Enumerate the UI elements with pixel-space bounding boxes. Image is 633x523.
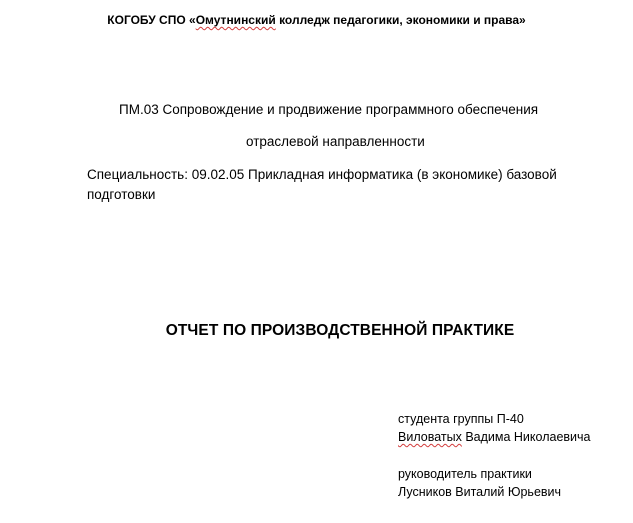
college-name-rest: колледж педагогики, экономики и права» — [275, 13, 526, 27]
college-header — [0, 11, 633, 29]
supervisor-label: руководитель практики — [398, 467, 532, 481]
college-name-first-word: Омутнинский — [195, 13, 276, 27]
student-name-rest: Вадима Николаевича — [461, 430, 591, 444]
supervisor-name: Лусников Виталий Юрьевич — [398, 485, 562, 499]
specialty-line-2: подготовки — [87, 187, 156, 202]
student-name — [398, 428, 590, 446]
module-title-line-1: ПМ.03 Сопровождение и продвижение программного обеспечения — [119, 102, 539, 117]
module-title-line-2: отраслевой направленности — [246, 134, 425, 149]
student-surname: Виловатых — [398, 430, 462, 444]
header-prefix: КОГОБУ СПО « — [107, 13, 196, 27]
report-title: ОТЧЕТ ПО ПРОИЗВОДСТВЕННОЙ ПРАКТИКЕ — [165, 322, 515, 339]
student-group-label: студента группы П-40 — [398, 412, 524, 426]
specialty-line-1: Специальность: 09.02.05 Прикладная информатика (в экономике) базовой — [87, 167, 557, 182]
